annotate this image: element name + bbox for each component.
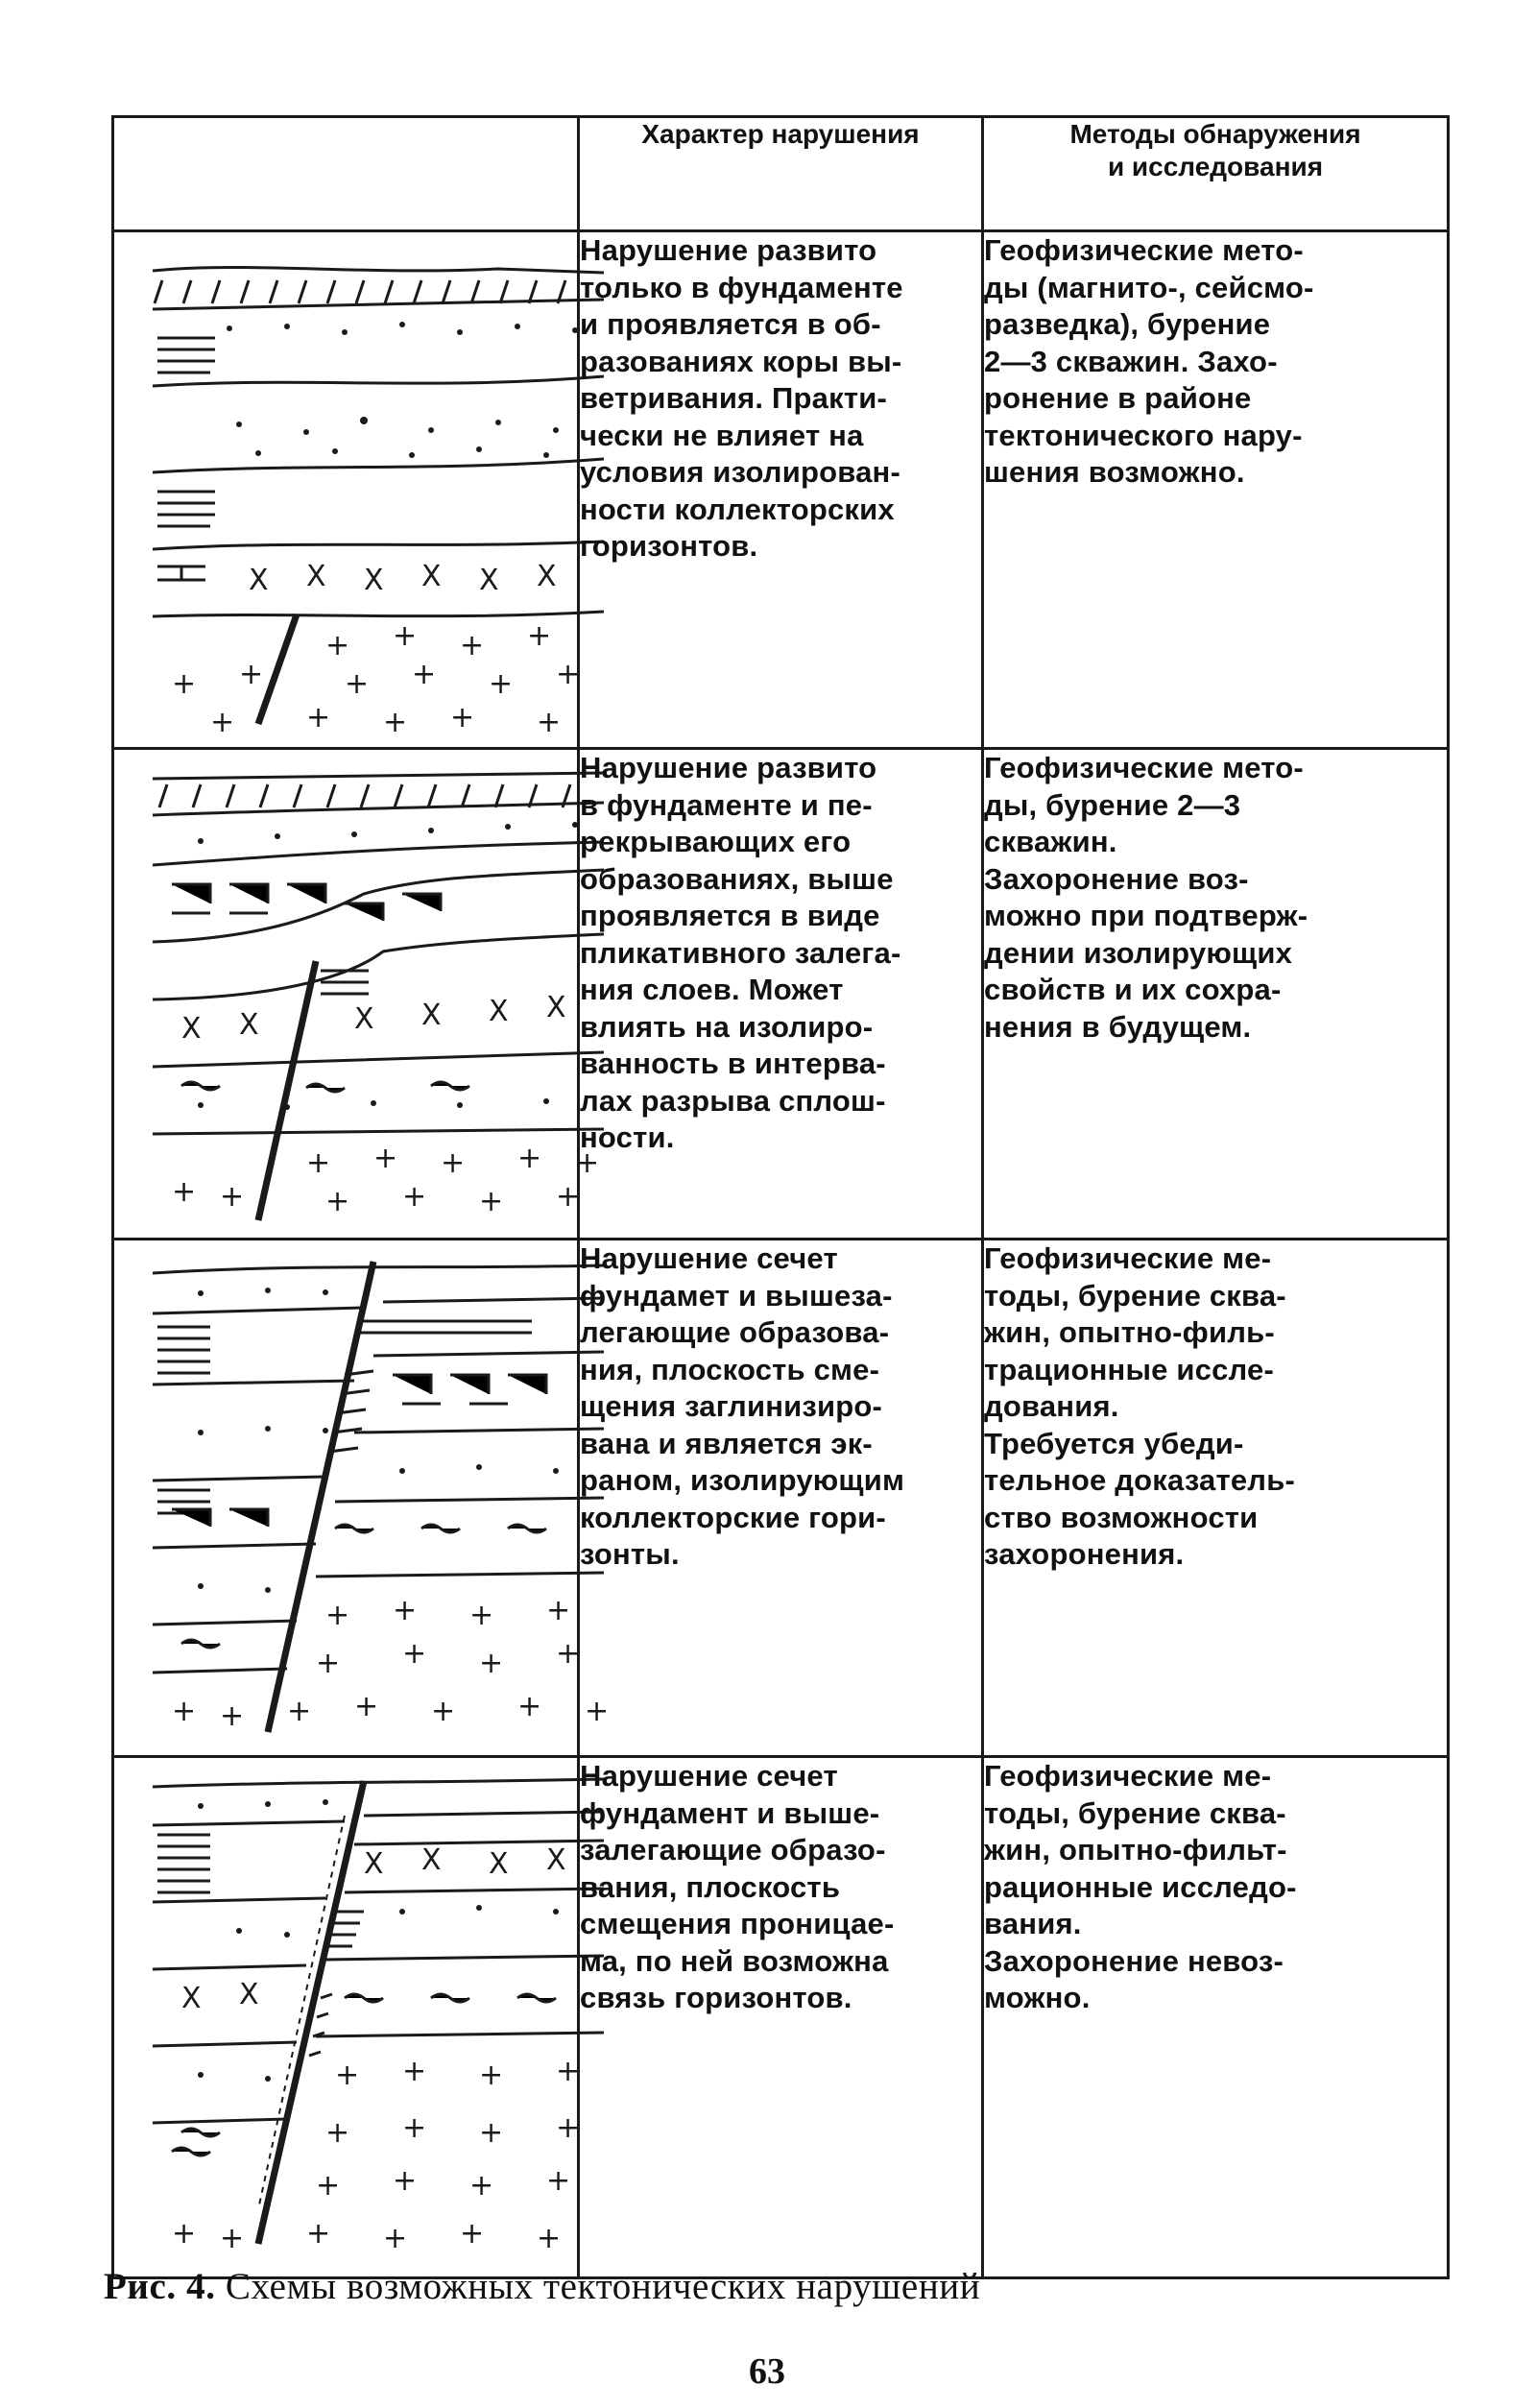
svg-text:X: X xyxy=(181,1982,202,2015)
svg-text:+: + xyxy=(345,667,370,701)
svg-text:+: + xyxy=(431,1695,456,1728)
svg-text:+: + xyxy=(220,1180,245,1214)
svg-text:X: X xyxy=(489,995,509,1028)
svg-text:+: + xyxy=(469,2169,494,2203)
svg-text:+: + xyxy=(412,658,437,691)
svg-text:+: + xyxy=(335,2059,360,2092)
svg-text:+: + xyxy=(489,667,514,701)
table-row xyxy=(113,749,1449,1240)
header-methods: Методы обнаружения и исследования xyxy=(983,117,1449,231)
svg-text:X: X xyxy=(354,1002,374,1036)
svg-text:+: + xyxy=(393,2164,418,2198)
svg-text:+: + xyxy=(220,1699,245,1733)
table-header-row xyxy=(113,117,1449,231)
svg-text:+: + xyxy=(575,1146,600,1180)
svg-text:+: + xyxy=(479,2116,504,2150)
svg-text:X: X xyxy=(239,1008,259,1042)
svg-text:+: + xyxy=(556,2055,581,2088)
svg-text:X: X xyxy=(306,560,326,593)
svg-text:+: + xyxy=(546,2164,571,2198)
svg-text:+: + xyxy=(383,706,408,739)
tectonic-faults-table xyxy=(111,115,1450,2279)
svg-text:+: + xyxy=(220,2222,245,2255)
svg-text:X: X xyxy=(537,560,557,593)
page-number: 63 xyxy=(749,2351,785,2392)
svg-text:+: + xyxy=(537,2222,562,2255)
svg-text:+: + xyxy=(441,1146,466,1180)
svg-text:X: X xyxy=(546,991,566,1024)
svg-text:+: + xyxy=(479,2059,504,2092)
scheme-cell-4 xyxy=(113,1757,579,2278)
svg-text:+: + xyxy=(239,658,264,691)
svg-text:+: + xyxy=(546,1594,571,1627)
character-cell-2: Нарушение развито в фундаменте и пе- рекрывающих его образованиях, выше проявляется в виде пликативного залега- ния слоев. Может влиять на изолиро- ванность в интерва- лах разрыва сплош- ности. xyxy=(579,749,983,1240)
table-row xyxy=(113,231,1449,749)
svg-text:+: + xyxy=(460,2217,485,2251)
character-cell-1: Нарушение развито только в фундаменте и проявляется в об- разованиях коры вы- ветривания. Практи- чески не влияет на условия изолирован- ности коллекторских горизонтов. xyxy=(579,231,983,749)
svg-text:+: + xyxy=(402,2111,427,2145)
svg-text:+: + xyxy=(537,706,562,739)
svg-text:+: + xyxy=(479,1185,504,1218)
figure-caption xyxy=(104,2264,980,2310)
svg-text:+: + xyxy=(172,1695,197,1728)
methods-cell-3: Геофизические ме- тоды, бурение сква- жин, опытно-филь- трационные иссле- дования. Требуется убеди- тельное доказатель- ство возможности захоронения. xyxy=(983,1240,1449,1757)
scheme-4-permeable-fault xyxy=(114,1758,635,2276)
svg-text:+: + xyxy=(556,1637,581,1671)
scheme-cell-2 xyxy=(113,749,600,1240)
svg-text:X: X xyxy=(249,564,269,597)
figure-caption-label: Рис. 4. xyxy=(104,2266,216,2307)
svg-text:+: + xyxy=(402,1637,427,1671)
svg-text:X: X xyxy=(479,564,499,597)
svg-text:+: + xyxy=(316,2169,341,2203)
header-scheme xyxy=(113,117,579,231)
svg-text:+: + xyxy=(306,701,331,734)
svg-text:+: + xyxy=(316,1647,341,1680)
svg-text:+: + xyxy=(556,658,581,691)
svg-text:+: + xyxy=(354,1690,379,1723)
scheme-cell-1 xyxy=(113,231,579,749)
svg-text:+: + xyxy=(585,1695,610,1728)
header-character: Характер нарушения xyxy=(579,117,983,231)
svg-text:+: + xyxy=(306,2217,331,2251)
svg-text:+: + xyxy=(450,701,475,734)
svg-text:X: X xyxy=(364,1847,384,1881)
methods-cell-1: Геофизические мето- ды (магнито-, сейсмо- разведка), бурение 2—3 скважин. Захо- ронение в районе тектонического нару- шения возможно. xyxy=(983,231,1449,749)
svg-text:+: + xyxy=(172,1175,197,1209)
svg-text:+: + xyxy=(402,1180,427,1214)
svg-text:+: + xyxy=(393,1594,418,1627)
svg-text:+: + xyxy=(172,667,197,701)
svg-text:+: + xyxy=(172,2217,197,2251)
svg-text:+: + xyxy=(287,1695,312,1728)
svg-text:+: + xyxy=(460,629,485,662)
svg-text:X: X xyxy=(421,1843,442,1877)
svg-text:+: + xyxy=(556,1180,581,1214)
svg-text:+: + xyxy=(402,2055,427,2088)
scheme-1-fault-in-basement xyxy=(114,232,635,747)
figure-caption-text: Схемы возможных тектонических нарушений xyxy=(215,2266,981,2307)
character-cell-4: Нарушение сечет фундамент и выше- залегающие образо- вания, плоскость смещения проницае- ма, по ней возможна связь горизонтов. xyxy=(579,1757,983,2278)
svg-text:X: X xyxy=(181,1012,202,1046)
svg-text:+: + xyxy=(325,2116,350,2150)
svg-text:+: + xyxy=(325,1599,350,1632)
svg-text:+: + xyxy=(383,2222,408,2255)
svg-text:+: + xyxy=(517,1690,542,1723)
table-row xyxy=(113,1757,1449,2278)
character-cell-3: Нарушение сечет фундамет и вышеза- легающие образова- ния, плоскость сме- щения заглинизиро- вана и является эк- раном, изолирующим коллекторские гори- зонты. xyxy=(579,1240,983,1757)
methods-cell-4: Геофизические ме- тоды, бурение сква- жин, опытно-фильт- рационные исследо- вания. Захоронение невоз- можно. xyxy=(983,1757,1449,2278)
svg-text:+: + xyxy=(306,1146,331,1180)
svg-text:+: + xyxy=(527,619,552,653)
svg-text:+: + xyxy=(479,1647,504,1680)
svg-text:+: + xyxy=(210,706,235,739)
svg-text:X: X xyxy=(546,1843,566,1877)
svg-text:+: + xyxy=(325,1185,350,1218)
scheme-cell-3 xyxy=(113,1240,610,1757)
svg-text:+: + xyxy=(469,1599,494,1632)
svg-text:+: + xyxy=(325,629,350,662)
scheme-3-clay-sealed-fault xyxy=(114,1240,635,1755)
svg-text:X: X xyxy=(364,564,384,597)
svg-text:+: + xyxy=(517,1142,542,1175)
svg-text:+: + xyxy=(393,619,418,653)
svg-text:+: + xyxy=(373,1142,398,1175)
svg-text:X: X xyxy=(421,560,442,593)
svg-text:+: + xyxy=(556,2111,581,2145)
svg-text:X: X xyxy=(489,1847,509,1881)
svg-text:X: X xyxy=(421,999,442,1032)
scheme-2-fault-with-folding xyxy=(114,750,635,1238)
methods-cell-2: Геофизические мето- ды, бурение 2—3 скважин. Захоронение воз- можно при подтверж- дении изолирующих свойств и их сохра- нения в будущем. xyxy=(983,749,1449,1240)
table-row xyxy=(113,1240,1449,1757)
svg-text:X: X xyxy=(239,1978,259,2011)
